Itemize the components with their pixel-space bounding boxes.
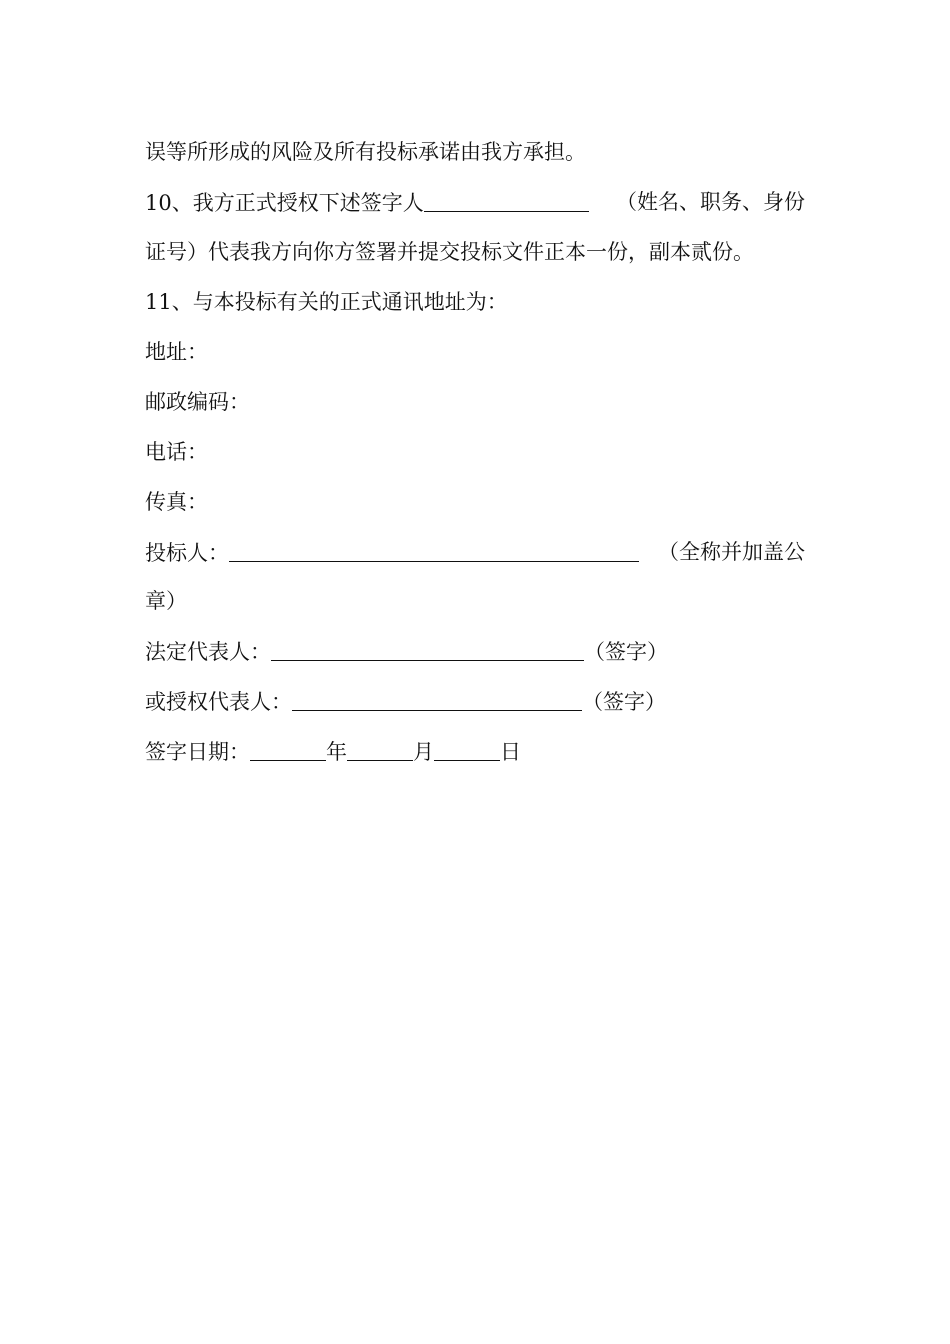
phone-label: 电话：: [145, 440, 208, 464]
bidder-note-continuation-line: [145, 584, 187, 618]
month-label: 月: [413, 740, 434, 764]
bidder-note: （全称并加盖公: [658, 540, 805, 564]
phone-line: [145, 435, 208, 469]
item-10-line: [145, 185, 805, 219]
legal-rep-label: 法定代表人：: [145, 640, 271, 664]
item-10-suffix: （姓名、职务、身份: [616, 190, 805, 214]
item-10-prefix: 10、我方正式授权下述签字人: [145, 191, 424, 215]
year-label: 年: [326, 740, 347, 764]
bidder-blank[interactable]: [229, 535, 639, 562]
day-label: 日: [500, 740, 521, 764]
legal-rep-note: （签字）: [584, 640, 668, 664]
signatory-blank[interactable]: [424, 185, 589, 212]
address-label: 地址：: [145, 340, 208, 364]
risk-statement-line: [145, 135, 586, 169]
legal-rep-blank[interactable]: [271, 634, 584, 661]
bidder-label: 投标人：: [145, 541, 229, 565]
fax-line: [145, 485, 208, 519]
fax-label: 传真：: [145, 490, 208, 514]
bidder-group: [145, 535, 639, 569]
authorized-rep-label: 或授权代表人：: [145, 690, 292, 714]
bidder-note-continuation: 章）: [145, 589, 187, 613]
year-blank[interactable]: [250, 734, 326, 761]
item-10-continuation: 证号）代表我方向你方签署并提交投标文件正本一份，副本贰份。: [145, 240, 754, 264]
day-blank[interactable]: [434, 734, 500, 761]
authorized-rep-line: [145, 684, 666, 718]
postcode-line: [145, 385, 250, 419]
item-11-line: [145, 285, 508, 319]
authorized-rep-note: （签字）: [582, 690, 666, 714]
sign-date-label: 签字日期：: [145, 740, 250, 764]
risk-statement-text: 误等所形成的风险及所有投标承诺由我方承担。: [145, 140, 586, 164]
item-10-continuation-line: [145, 235, 754, 269]
authorized-rep-blank[interactable]: [292, 684, 582, 711]
legal-rep-line: [145, 634, 668, 668]
item-11-text: 11、与本投标有关的正式通讯地址为：: [145, 290, 508, 314]
postcode-label: 邮政编码：: [145, 390, 250, 414]
bidder-line: [145, 535, 805, 569]
item-10-group: [145, 185, 589, 219]
address-line: [145, 335, 208, 369]
month-blank[interactable]: [347, 734, 413, 761]
sign-date-line: [145, 734, 521, 768]
